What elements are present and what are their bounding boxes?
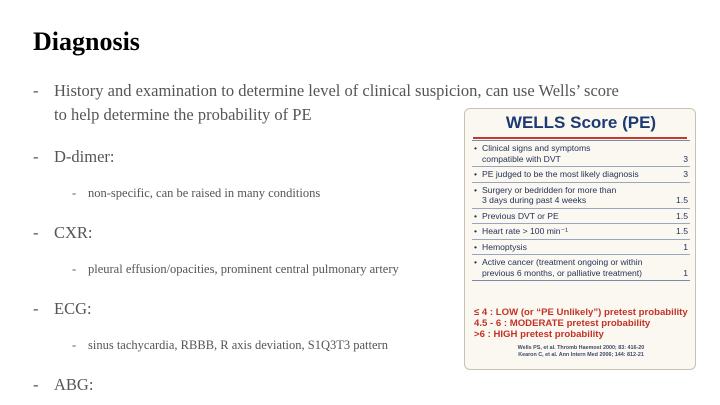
sub-bullet-ecg-text: sinus tachycardia, RBBB, R axis deviation, S1Q3T3 pattern	[88, 338, 388, 352]
criteria-points: 1	[683, 267, 688, 278]
bullet-history-line2: to help determine the probability of PE	[54, 105, 312, 124]
wells-title-rule	[473, 137, 687, 139]
bullet-marker: -	[33, 81, 39, 100]
criteria-points: 1.5	[676, 210, 688, 221]
criteria-row	[472, 141, 690, 167]
row-bullet: •	[474, 241, 478, 252]
row-bullet: •	[474, 184, 478, 195]
criteria-label: Surgery or bedridden for more than	[482, 184, 617, 195]
criteria-points: 3	[683, 169, 688, 179]
bullet-marker: -	[33, 299, 39, 318]
criteria-row	[472, 224, 690, 240]
criteria-points: 1	[683, 241, 688, 252]
wells-card-title: WELLS Score (PE)	[505, 113, 657, 132]
sub-bullet-marker: -	[72, 338, 77, 352]
interpretation-moderate: 4.5 - 6 : MODERATE pretest probability	[474, 318, 651, 330]
criteria-label: Heart rate > 100 min⁻¹	[482, 226, 568, 236]
criteria-label: PE judged to be the most likely diagnosis	[482, 169, 639, 179]
criteria-points: 3	[683, 153, 688, 164]
reference-line: Kearon C, et al. Ann Intern Med 2006; 144: 812-21	[518, 352, 644, 358]
bullet-cxr-label: CXR:	[54, 223, 93, 242]
criteria-label: compatible with DVT	[482, 153, 561, 164]
sub-bullet-marker: -	[72, 262, 77, 276]
wells-score-card	[464, 108, 696, 370]
bullet-marker: -	[33, 375, 39, 394]
row-bullet: •	[474, 257, 478, 267]
row-bullet: •	[474, 169, 478, 179]
sub-bullet-cxr-text: pleural effusion/opacities, prominent central pulmonary artery	[88, 262, 399, 276]
reference-line: Wells PS, et al. Thromb Haemost 2000; 83: 416-20	[517, 345, 645, 351]
criteria-label: Previous DVT or PE	[482, 210, 559, 221]
criteria-points: 1.5	[676, 226, 688, 236]
criteria-label: Active cancer (treatment ongoing or within	[482, 257, 643, 267]
sub-bullet-marker: -	[72, 186, 77, 200]
slide-title: Diagnosis	[33, 27, 140, 56]
criteria-points: 1.5	[676, 195, 688, 205]
wells-references	[465, 345, 697, 359]
wells-interpretation	[474, 307, 689, 341]
bullet-marker: -	[33, 147, 39, 166]
criteria-row	[472, 209, 690, 225]
criteria-label: previous 6 months, or palliative treatment)	[482, 267, 643, 278]
criteria-row	[472, 240, 690, 256]
criteria-row	[472, 183, 690, 209]
criteria-row	[472, 167, 690, 183]
bullet-history-line1: History and examination to determine level of clinical suspicion, can use Wells’ score	[54, 81, 619, 100]
row-bullet: •	[474, 210, 478, 221]
wells-criteria-table	[472, 140, 690, 281]
interpretation-high: >6 : HIGH pretest probability	[474, 329, 604, 341]
bullet-abg-label: ABG:	[54, 375, 94, 394]
criteria-label: Clinical signs and symptoms	[482, 143, 591, 153]
criteria-label: Hemoptysis	[482, 241, 527, 252]
row-bullet: •	[474, 143, 478, 153]
bullet-ddimer-label: D-dimer:	[54, 147, 115, 166]
bullet-marker: -	[33, 223, 39, 242]
criteria-row	[472, 255, 690, 280]
sub-bullet-ddimer-text: non-specific, can be raised in many conditions	[88, 186, 321, 200]
row-bullet: •	[474, 226, 478, 236]
bullet-ecg-label: ECG:	[54, 299, 92, 318]
interpretation-low: ≤ 4 : LOW (or “PE Unlikely”) pretest probability	[474, 307, 688, 318]
criteria-label: 3 days during past 4 weeks	[482, 195, 587, 205]
